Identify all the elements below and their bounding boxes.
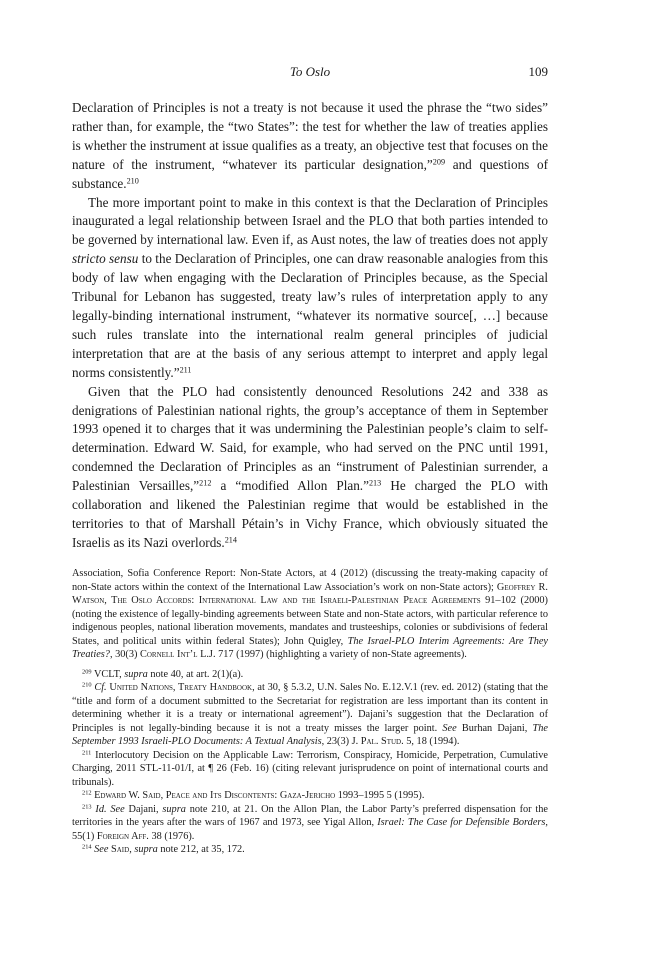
footnote-214	[72, 843, 548, 857]
footnote-marker: 214	[224, 535, 237, 545]
text-run: Cornell Int’l L.J.	[139, 649, 216, 660]
footnote-211	[72, 749, 548, 790]
footnote-209	[72, 668, 548, 682]
text-run: Burhan Dajani,	[456, 722, 533, 734]
body-paragraph-2	[72, 194, 548, 383]
text-run: , 23(3)	[321, 736, 352, 747]
text-run: 717 (1997) (highlighting a variety of non-State agreements).	[215, 649, 467, 660]
footnote-213	[72, 803, 548, 844]
text-run: and questions of substance.	[72, 156, 548, 191]
footnote-marker: 213	[368, 478, 382, 488]
footnote-marker: 210	[82, 681, 92, 689]
running-title: To Oslo	[289, 64, 331, 79]
text-run: to the Declaration of Principles, one can draw reasonable analogies from this body of law when engaging with the Declaration of Principles because, as the Special Tribunal for Lebanon has suggested, treaty law’s rules of interpretation apply to any legally-binding international instrument, “whatever its normative source[, …] because such rules translate into the international realm general principles of judicial interpretation that are at the basis of any serious attempt to interpret and apply legal norms consistently.”	[72, 251, 548, 380]
footnote-212	[72, 789, 548, 803]
text-run: Israel: The Case for Defensible Borders	[377, 817, 546, 828]
text-run: United Nations, Treaty Handbook	[109, 682, 253, 693]
text-run: Edward W. Said, Peace and Its Discontents: Gaza-Jericho	[94, 790, 336, 801]
text-run: 5, 18 (1994).	[403, 736, 460, 747]
text-run: Association, Sofia Conference Report: Non-State Actors, at 4 (2012) (discussing the treaty-making capacity of non-State actors within the context of the International Law Association’s work on non-State actors);	[72, 568, 548, 593]
text-run: 91–102 (2000) (noting the existence of legally-binding agreements between State and non-State actors, with particular reference to indigenous peoples, national liberation movements, mandates and trusteeships, colonies or subdivisions of federal States, and political units within federal States); John Quigley,	[72, 595, 548, 647]
footnote-210	[72, 681, 548, 749]
text-run: J. Pal. Stud.	[351, 736, 404, 747]
text-run: VCLT,	[91, 668, 125, 680]
text-run: He charged the PLO with collaboration and likened the Palestinian regime that would be established in the territories to that of Marshall Pétain’s in Vichy France, which obviously situated the Israelis as its Nazi overlords.	[72, 478, 548, 550]
text-run: note 40, at art. 2(1)(a).	[147, 668, 244, 680]
text-run: , at 30, § 5.3.2, U.N. Sales No. E.12.V.1 (rev. ed. 2012) (stating that the “title and form of a document submitted to the Secretariat for registration are less important than its content in determining whether it is a treaty or international agreement”). Dajani’s suggestion that the Declaration of Principles is not legally-binding because it is not a treaty misses the larger point.	[72, 682, 549, 734]
text-run: note 212, at 35, 172.	[157, 844, 245, 855]
text-run: Interlocutory Decision on the Applicable Law: Terrorism, Conspiracy, Homicide, Perpetration, Cumulative Charging, 2011 STL-11-01/I, at ¶ 26 (Feb. 16) (citing relevant jurisprudence on point of international courts and tribunals).	[72, 749, 548, 788]
text-run: supra	[124, 668, 148, 680]
page-number: 109	[528, 64, 548, 79]
text-run: 1993–1995 5 (1995).	[335, 790, 425, 801]
body-paragraph-1	[72, 99, 548, 194]
footnote-marker: 214	[82, 843, 92, 851]
text-run: note 210, at 21. On the Allon Plan, the Labor Party’s preferred dispensation for the territories in the years after the wars of 1967 and 1973, see Yigal Allon,	[72, 803, 548, 828]
footnote-marker: 211	[179, 365, 192, 375]
text-run: stricto sensu	[72, 251, 139, 267]
footnote-marker: 212	[199, 478, 212, 488]
body-text	[72, 99, 548, 553]
text-run: 38 (1976).	[148, 830, 195, 842]
text-run: , 55(1)	[72, 817, 548, 842]
text-run: supra	[134, 844, 158, 855]
body-paragraph-3	[72, 383, 548, 553]
text-run: See	[442, 722, 457, 734]
text-run: Cf.	[94, 682, 107, 693]
text-run: , 30(3)	[109, 649, 140, 660]
text-run: Given that the PLO had consistently denounced Resolutions 242 and 338 as denigrations of Palestinian national rights, the group’s acceptance of them in September 1993 opened it to charges that it was undermining the Palestinian people’s claim to self-determination. Edward W. Said, for example, who had served on the PNC until 1991, condemned the Declaration of Principles as an “instrument of Palestinian surrender, a Palestinian Versailles,”	[72, 383, 548, 494]
footnote-marker: 210	[126, 176, 139, 186]
text-run: The Israel-PLO Interim Agreements: Are They Treaties?	[72, 635, 548, 660]
footnotes	[72, 567, 548, 857]
text-run: Id. See	[95, 803, 125, 815]
text-run: Dajani,	[124, 803, 163, 815]
footnote-marker: 209	[432, 157, 446, 167]
text-run: Foreign Aff.	[96, 830, 149, 842]
text-run: supra	[162, 803, 186, 815]
running-header	[72, 64, 548, 84]
footnote-marker: 212	[82, 789, 92, 797]
text-run: See	[94, 844, 109, 855]
text-run: ,	[129, 844, 135, 855]
text-run: Declaration of Principles is not a treaty is not because it used the phrase the “two sides” rather than, for example, the “two States”: the test for whether the law of treaties applies is whether the instrument at issue qualifies as a treaty, an objective test that focuses on the nature of the instrument, “whatever its particular designation,”	[72, 100, 548, 172]
text-run: The September 1993 Israeli-PLO Documents: A Textual Analysis	[72, 722, 548, 747]
text-run: a “modified Allon Plan.”	[211, 478, 369, 494]
text-run: Said	[111, 844, 130, 855]
page	[72, 64, 548, 553]
text-run: Geoffrey R. Watson, The Oslo Accords: International Law and the Israeli-Palestinian Peace Agreements	[72, 581, 548, 606]
footnote-continuation	[72, 567, 548, 662]
footnote-marker: 209	[82, 668, 92, 675]
text-run: The more important point to make in this context is that the Declaration of Principles inaugurated a legal relationship between Israel and the PLO that both parties intended to be governed by international law. Even if, as Aust notes, the law of treaties does not apply	[72, 194, 548, 248]
footnote-marker: 213	[82, 803, 92, 810]
footnote-marker: 211	[82, 749, 92, 756]
